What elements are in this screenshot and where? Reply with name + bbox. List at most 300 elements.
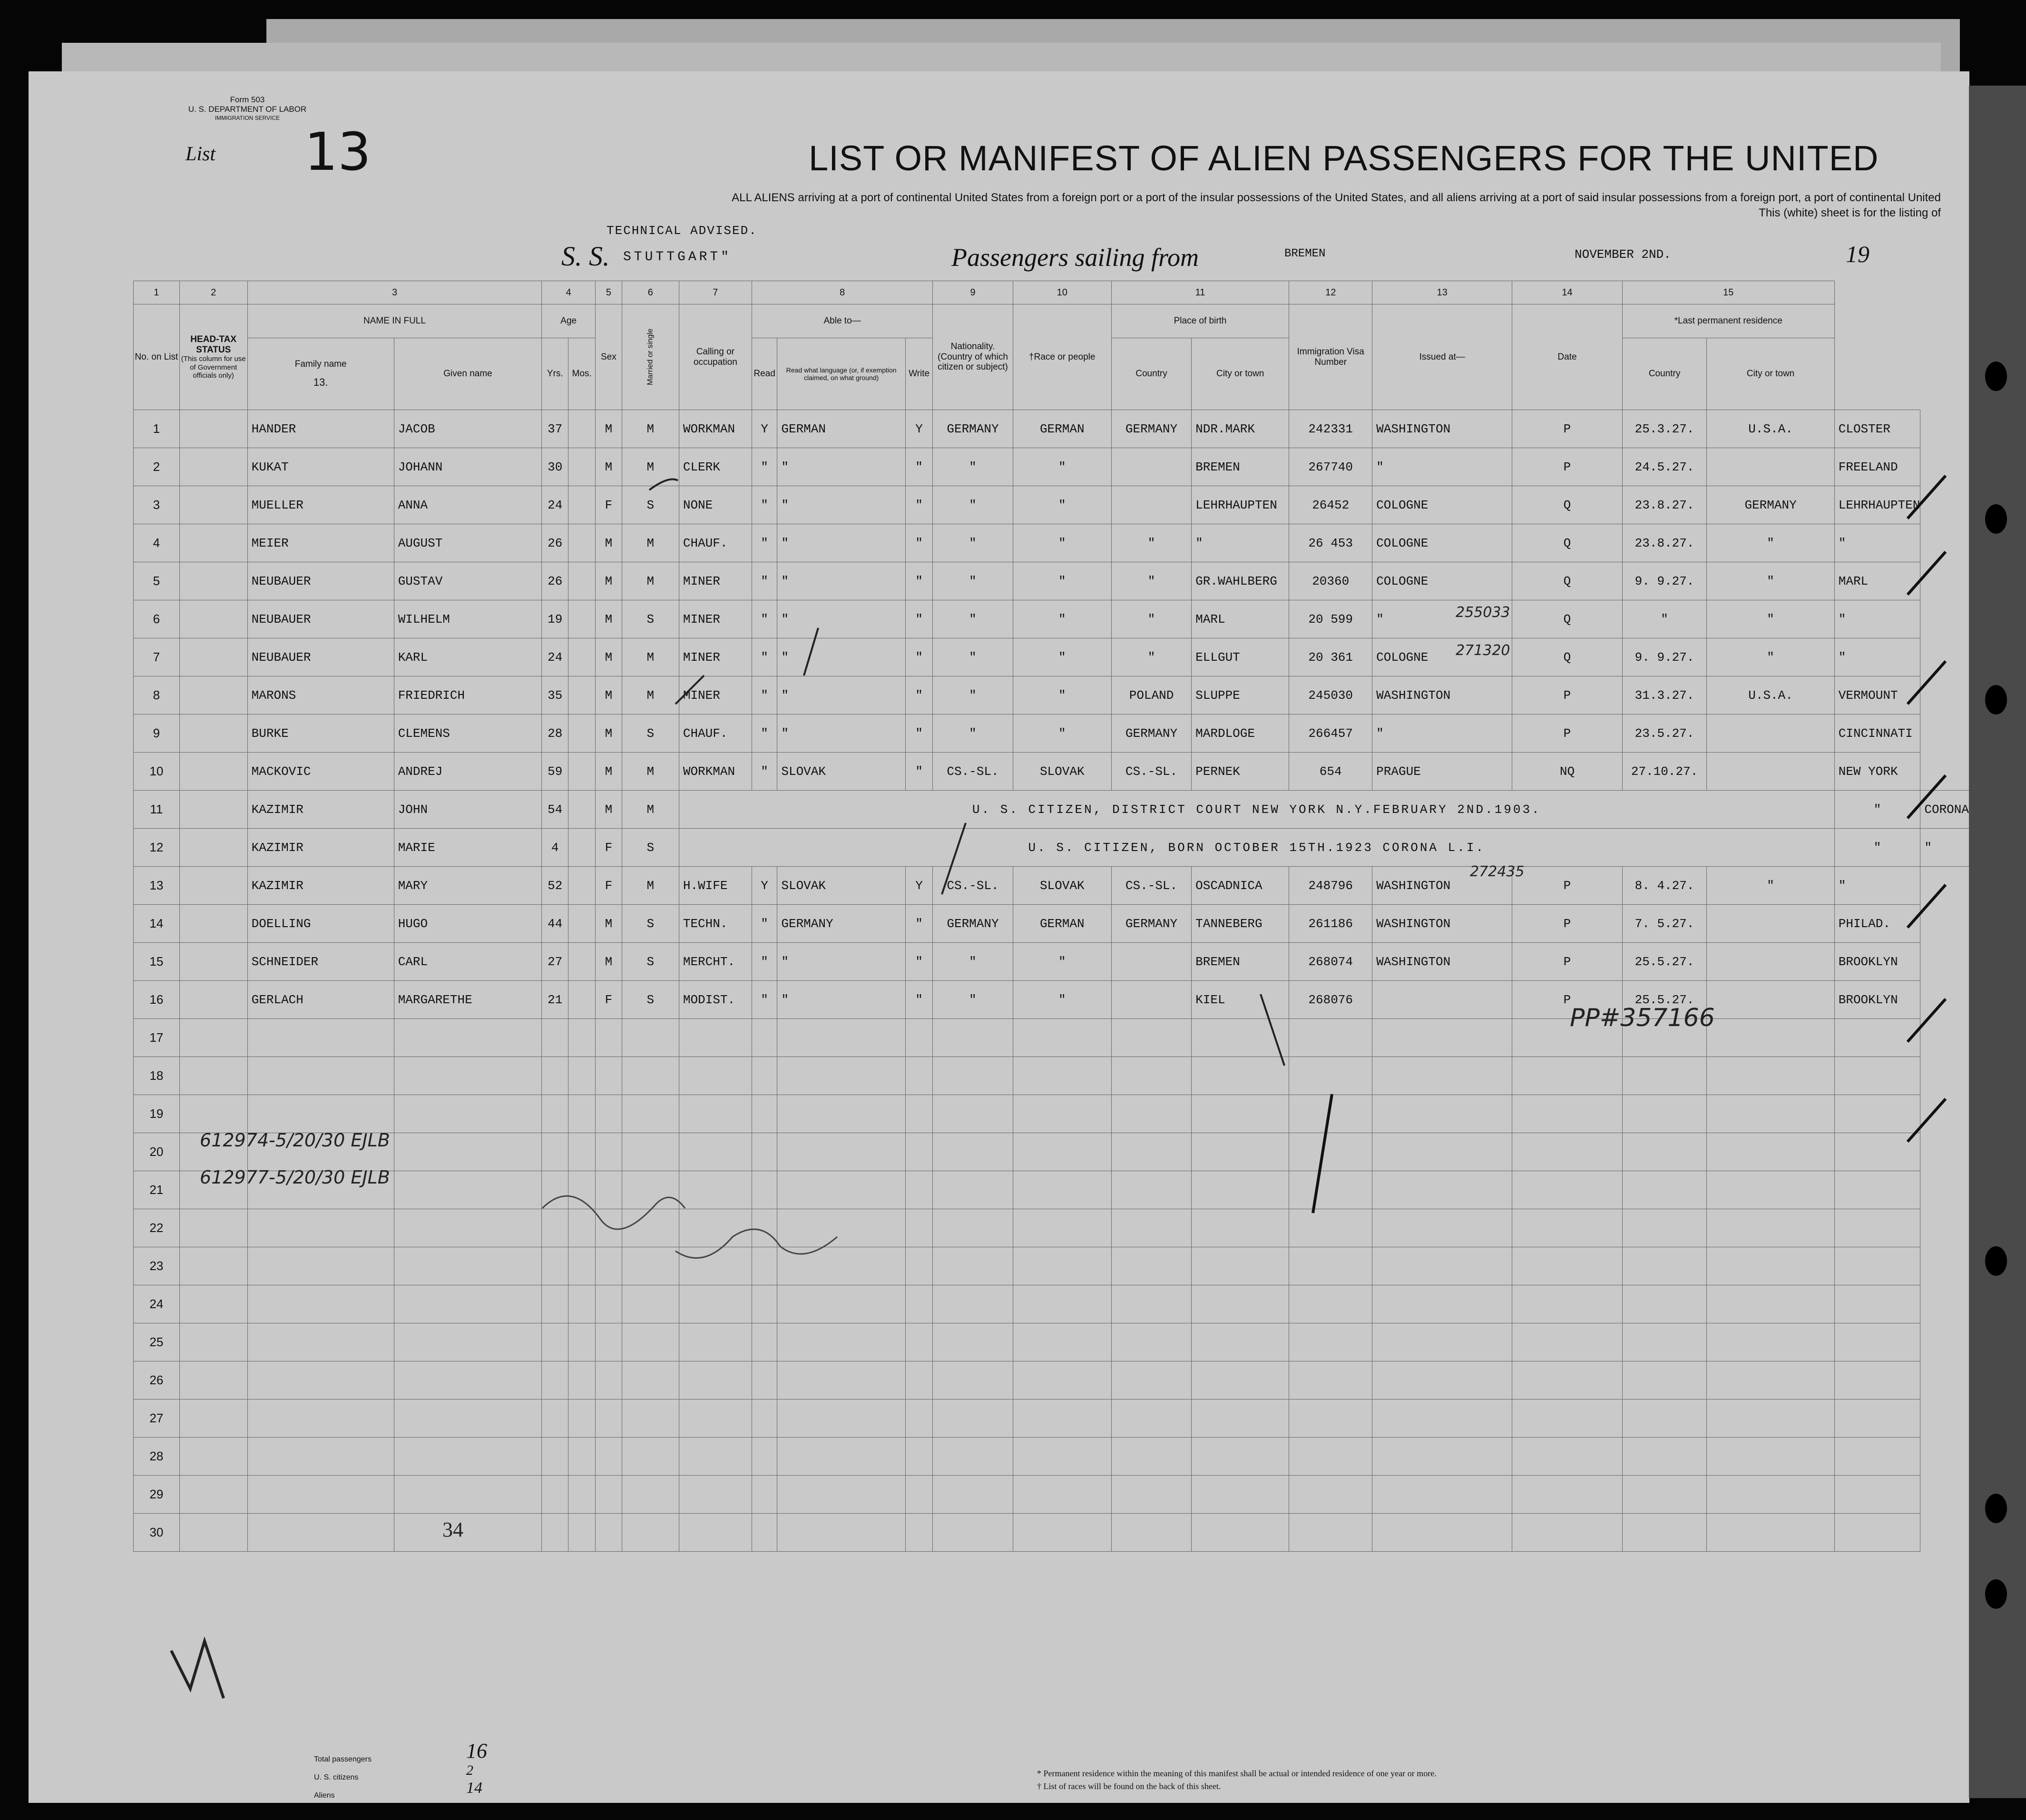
- cell-read: ": [752, 905, 777, 943]
- row-number: 16: [134, 981, 180, 1019]
- form-number: Form 503: [230, 95, 265, 104]
- row-number: 24: [134, 1285, 180, 1323]
- inspector-signature: [542, 1196, 685, 1229]
- cell-nat: GERMANY: [933, 905, 1013, 943]
- nationality-header: Nationality. (Country of which citizen or subject): [933, 304, 1013, 410]
- cell-date: 23.8.27.: [1622, 524, 1707, 562]
- row-number: 12: [134, 829, 180, 867]
- cell-bcity: SLUPPE: [1192, 676, 1289, 714]
- row-number: 19: [134, 1095, 180, 1133]
- handwritten-passport: PP#357166: [1570, 1004, 1715, 1032]
- cell-visa: 26452: [1289, 486, 1372, 524]
- cell-lang: SLOVAK: [777, 753, 905, 791]
- cell-visa: 20 599: [1289, 600, 1372, 638]
- row-number: 21: [134, 1171, 180, 1209]
- aliens: 14: [466, 1779, 482, 1797]
- cell-nat: ": [933, 524, 1013, 562]
- col-num: 10: [1013, 281, 1111, 304]
- cell-read: ": [752, 524, 777, 562]
- cell-rcity: CLOSTER: [1834, 410, 1920, 448]
- cell-write: ": [905, 562, 932, 600]
- footnote-1: * Permanent residence within the meaning of this manifest shall be actual or intended residence of one year or more.: [1037, 1769, 1437, 1778]
- cell-lang: ": [777, 676, 905, 714]
- cell-yrs: 24: [542, 638, 568, 676]
- cell-lang: ": [777, 943, 905, 981]
- cell-date: 31.3.27.: [1622, 676, 1707, 714]
- row-number: 7: [134, 638, 180, 676]
- cell-yrs: 54: [542, 791, 568, 829]
- col-num: 14: [1512, 281, 1623, 304]
- cell-date: 9. 9.27.: [1622, 638, 1707, 676]
- cell-ms: S: [622, 600, 679, 638]
- cell-race: ": [1013, 981, 1111, 1019]
- issued-header: Issued at—: [1372, 304, 1512, 410]
- birth-country-header: Country: [1111, 338, 1191, 410]
- punch-hole: [1985, 504, 2007, 534]
- cell-family: KAZIMIR: [247, 829, 394, 867]
- cell-write: ": [905, 600, 932, 638]
- cell-family: SCHNEIDER: [247, 943, 394, 981]
- col-num: 9: [933, 281, 1013, 304]
- cell-occ: MERCHT.: [679, 943, 752, 981]
- row-number: 22: [134, 1209, 180, 1247]
- cell-sex: M: [596, 562, 622, 600]
- cell-given: CARL: [394, 943, 542, 981]
- row-number: 8: [134, 676, 180, 714]
- cell-lang: GERMANY: [777, 905, 905, 943]
- able-to-header: Able to—: [752, 304, 933, 338]
- birth-city-header: City or town: [1192, 338, 1289, 410]
- cell-visa: 26 453: [1289, 524, 1372, 562]
- cell-bcity: BREMEN: [1192, 448, 1289, 486]
- cell-given: AUGUST: [394, 524, 542, 562]
- row-number: 26: [134, 1361, 180, 1399]
- cell-visa: 654: [1289, 753, 1372, 791]
- cell-bcity: NDR.MARK: [1192, 410, 1289, 448]
- col-num: 2: [179, 281, 247, 304]
- department: U. S. DEPARTMENT OF LABOR: [188, 105, 307, 114]
- cell-rcity: MARL: [1834, 562, 1920, 600]
- row-number: 9: [134, 714, 180, 753]
- cell-bcity: PERNEK: [1192, 753, 1289, 791]
- cell-given: GUSTAV: [394, 562, 542, 600]
- cell-family: MACKOVIC: [247, 753, 394, 791]
- cell-lang: ": [777, 562, 905, 600]
- cell-cls: P: [1512, 676, 1623, 714]
- punch-hole: [1985, 1494, 2007, 1523]
- subtitle-line-1: ALL ALIENS arriving at a port of continental United States from a foreign port or a port of the insular possessions of the United States, and all aliens arriving at a port of said insular possessions from a foreign port, a port of continental United: [732, 191, 1941, 204]
- cell-bcountry: ": [1111, 524, 1191, 562]
- cell-race: ": [1013, 486, 1111, 524]
- cell-family: GERLACH: [247, 981, 394, 1019]
- cell-date: 9. 9.27.: [1622, 562, 1707, 600]
- cell-occ: MODIST.: [679, 981, 752, 1019]
- handwritten-annotation-2: 612977-5/20/30 EJLB: [200, 1167, 390, 1188]
- cell-read: ": [752, 753, 777, 791]
- cell-sex: M: [596, 410, 622, 448]
- cell-race: GERMAN: [1013, 905, 1111, 943]
- cell-bcity: ELLGUT: [1192, 638, 1289, 676]
- age-header: Age: [542, 304, 596, 338]
- cell-sex: M: [596, 905, 622, 943]
- cell-rcountry: U.S.A.: [1707, 410, 1834, 448]
- yrs-header: Yrs.: [542, 338, 568, 410]
- handwritten-visa-1: 255033: [1456, 604, 1510, 621]
- cell-rcountry: ": [1707, 562, 1834, 600]
- cell-ms: M: [622, 562, 679, 600]
- cell-write: ": [905, 753, 932, 791]
- cell-issued: COLOGNE: [1372, 524, 1512, 562]
- cell-nat: CS.-SL.: [933, 753, 1013, 791]
- cell-sex: M: [596, 638, 622, 676]
- family-name-label: Family name: [294, 359, 347, 370]
- res-city-header: City or town: [1707, 338, 1834, 410]
- col-num: 11: [1111, 281, 1289, 304]
- col-num: 15: [1622, 281, 1834, 304]
- cell-given: CLEMENS: [394, 714, 542, 753]
- given-name-header: Given name: [394, 338, 542, 410]
- cell-cls: Q: [1512, 638, 1623, 676]
- cell-issued: WASHINGTON: [1372, 867, 1512, 905]
- handwritten-annotation-1: 612974-5/20/30 EJLB: [200, 1130, 390, 1151]
- cell-race: ": [1013, 600, 1111, 638]
- cell-yrs: 26: [542, 562, 568, 600]
- punch-hole: [1985, 362, 2007, 391]
- name-header: NAME IN FULL: [247, 304, 542, 338]
- read-lang-header: Read what language (or, if exemption claimed, on what ground): [777, 338, 905, 410]
- cell-ms: S: [622, 486, 679, 524]
- total-passengers-label: Total passengers: [314, 1755, 372, 1763]
- cell-given: MARY: [394, 867, 542, 905]
- citizen-note: U. S. CITIZEN, BORN OCTOBER 15TH.1923 CORONA L.I.: [679, 829, 1834, 867]
- service: IMMIGRATION SERVICE: [215, 114, 280, 121]
- cell-ms: S: [622, 829, 679, 867]
- cell-issued: WASHINGTON: [1372, 676, 1512, 714]
- date-header: Date: [1512, 304, 1623, 410]
- row-number: 5: [134, 562, 180, 600]
- cell-given: JACOB: [394, 410, 542, 448]
- cell-rcountry: ": [1707, 638, 1834, 676]
- cell-bcity: GR.WAHLBERG: [1192, 562, 1289, 600]
- aliens-label: Aliens: [314, 1791, 335, 1800]
- cell-visa: 242331: [1289, 410, 1372, 448]
- cell-race: ": [1013, 562, 1111, 600]
- total-passengers: 16: [466, 1739, 487, 1762]
- cell-write: ": [905, 981, 932, 1019]
- cell-date: 25.5.27.: [1622, 943, 1707, 981]
- cell-rcountry: ": [1707, 524, 1834, 562]
- cell-issued: PRAGUE: [1372, 753, 1512, 791]
- port-of-departure: BREMEN: [1284, 247, 1326, 260]
- row-number: 11: [134, 791, 180, 829]
- cell-issued: WASHINGTON: [1372, 905, 1512, 943]
- cell-write: Y: [905, 867, 932, 905]
- row-number: 20: [134, 1133, 180, 1171]
- row-number: 6: [134, 600, 180, 638]
- cell-sex: M: [596, 676, 622, 714]
- cell-rcountry: ": [1834, 791, 1920, 829]
- cell-issued: WASHINGTON: [1372, 943, 1512, 981]
- cell-date: 27.10.27.: [1622, 753, 1707, 791]
- handwriting-strokes: [29, 71, 1969, 1803]
- cell-nat: ": [933, 486, 1013, 524]
- cell-rcity: LEHRHAUPTEN: [1834, 486, 1920, 524]
- cell-cls: P: [1512, 448, 1623, 486]
- cell-sex: M: [596, 753, 622, 791]
- cell-yrs: 44: [542, 905, 568, 943]
- race-header: †Race or people: [1013, 304, 1111, 410]
- col-num: 5: [596, 281, 622, 304]
- cell-given: KARL: [394, 638, 542, 676]
- cell-occ: NONE: [679, 486, 752, 524]
- cell-race: SLOVAK: [1013, 867, 1111, 905]
- cell-ms: S: [622, 981, 679, 1019]
- cell-family: HANDER: [247, 410, 394, 448]
- cell-lang: ": [777, 714, 905, 753]
- cell-issued: COLOGNE: [1372, 638, 1512, 676]
- cell-yrs: 30: [542, 448, 568, 486]
- cell-bcountry: CS.-SL.: [1111, 867, 1191, 905]
- cell-bcity: KIEL: [1192, 981, 1289, 1019]
- cell-yrs: 28: [542, 714, 568, 753]
- cell-nat: GERMANY: [933, 410, 1013, 448]
- cell-yrs: 26: [542, 524, 568, 562]
- cell-sex: M: [596, 448, 622, 486]
- read-header: Read: [752, 338, 777, 410]
- cell-write: ": [905, 676, 932, 714]
- cell-issued: WASHINGTON: [1372, 410, 1512, 448]
- cell-issued: ": [1372, 714, 1512, 753]
- handwritten-visa-2: 271320: [1456, 642, 1510, 659]
- cell-bcity: MARDLOGE: [1192, 714, 1289, 753]
- cell-rcity: ": [1834, 600, 1920, 638]
- cell-nat: ": [933, 562, 1013, 600]
- cell-lang: ": [777, 638, 905, 676]
- cell-read: ": [752, 981, 777, 1019]
- write-header: Write: [905, 338, 932, 410]
- birth-header: Place of birth: [1111, 304, 1289, 338]
- cell-occ: MINER: [679, 600, 752, 638]
- cell-family: MARONS: [247, 676, 394, 714]
- cell-family: KUKAT: [247, 448, 394, 486]
- cell-ms: M: [622, 448, 679, 486]
- cell-yrs: 37: [542, 410, 568, 448]
- cell-family: MEIER: [247, 524, 394, 562]
- cell-family: NEUBAUER: [247, 600, 394, 638]
- res-country-header: Country: [1622, 338, 1707, 410]
- cell-sex: F: [596, 829, 622, 867]
- married-label: Married or single: [646, 328, 655, 386]
- cell-nat: ": [933, 600, 1013, 638]
- row-number: 13: [134, 867, 180, 905]
- cell-ms: S: [622, 714, 679, 753]
- cell-issued: COLOGNE: [1372, 562, 1512, 600]
- cell-visa: 245030: [1289, 676, 1372, 714]
- cell-cls: P: [1512, 981, 1623, 1019]
- cell-bcountry: POLAND: [1111, 676, 1191, 714]
- cell-ms: M: [622, 410, 679, 448]
- cell-sex: F: [596, 867, 622, 905]
- row-number: 10: [134, 753, 180, 791]
- cell-occ: MINER: [679, 638, 752, 676]
- cell-rcountry: U.S.A.: [1707, 676, 1834, 714]
- row-number: 18: [134, 1057, 180, 1095]
- cell-occ: WORKMAN: [679, 410, 752, 448]
- cell-ms: M: [622, 753, 679, 791]
- page-number: 34: [442, 1518, 463, 1541]
- head-tax-title: HEAD-TAX STATUS: [190, 334, 237, 355]
- col-num: 7: [679, 281, 752, 304]
- cell-visa: 20360: [1289, 562, 1372, 600]
- cell-yrs: 27: [542, 943, 568, 981]
- cell-read: ": [752, 600, 777, 638]
- cell-race: ": [1013, 676, 1111, 714]
- cell-nat: ": [933, 714, 1013, 753]
- cell-bcity: MARL: [1192, 600, 1289, 638]
- check-mark: [649, 479, 678, 490]
- cell-yrs: 21: [542, 981, 568, 1019]
- head-tax-note: (This column for use of Government officials only): [181, 355, 246, 380]
- cell-cls: Q: [1512, 524, 1623, 562]
- cell-race: ": [1013, 943, 1111, 981]
- row-number: 15: [134, 943, 180, 981]
- row-number: 27: [134, 1399, 180, 1438]
- sailing-date: NOVEMBER 2ND.: [1575, 247, 1671, 262]
- cell-given: JOHN: [394, 791, 542, 829]
- ss-label: S. S.: [561, 241, 610, 272]
- cell-bcountry: GERMANY: [1111, 905, 1191, 943]
- cell-date: 25.3.27.: [1622, 410, 1707, 448]
- cell-occ: H.WIFE: [679, 867, 752, 905]
- binding-strip: [1969, 86, 2026, 1798]
- cell-lang: ": [777, 981, 905, 1019]
- cell-cls: P: [1512, 714, 1623, 753]
- cell-write: ": [905, 448, 932, 486]
- citizen-note: U. S. CITIZEN, DISTRICT COURT NEW YORK N.Y.FEBRUARY 2ND.1903.: [679, 791, 1834, 829]
- row-number: 1: [134, 410, 180, 448]
- cell-race: ": [1013, 638, 1111, 676]
- subtitle-line-2: This (white) sheet is for the listing of: [1759, 206, 1941, 220]
- cell-rcountry: ": [1707, 867, 1834, 905]
- cell-rcity: ": [1834, 867, 1920, 905]
- cell-date: 25.5.27.: [1622, 981, 1707, 1019]
- residence-slashes: [1908, 476, 1946, 1142]
- punch-hole: [1985, 1246, 2007, 1276]
- check-mark: [675, 675, 704, 704]
- cell-nat: ": [933, 676, 1013, 714]
- cell-occ: CHAUF.: [679, 524, 752, 562]
- cell-bcity: LEHRHAUPTEN: [1192, 486, 1289, 524]
- cell-date: 23.8.27.: [1622, 486, 1707, 524]
- cell-date: 23.5.27.: [1622, 714, 1707, 753]
- cell-lang: SLOVAK: [777, 867, 905, 905]
- cell-cls: Q: [1512, 486, 1623, 524]
- cell-given: JOHANN: [394, 448, 542, 486]
- cell-write: ": [905, 638, 932, 676]
- cell-given: FRIEDRICH: [394, 676, 542, 714]
- cell-bcity: TANNEBERG: [1192, 905, 1289, 943]
- cell-family: MUELLER: [247, 486, 394, 524]
- cell-visa: 268074: [1289, 943, 1372, 981]
- cell-lang: ": [777, 448, 905, 486]
- cell-occ: CLERK: [679, 448, 752, 486]
- row-number: 17: [134, 1019, 180, 1057]
- cell-nat: ": [933, 981, 1013, 1019]
- cell-read: ": [752, 448, 777, 486]
- cell-yrs: 52: [542, 867, 568, 905]
- cell-family: KAZIMIR: [247, 791, 394, 829]
- col-num: 8: [752, 281, 933, 304]
- cell-family: BURKE: [247, 714, 394, 753]
- cell-rcity: ": [1834, 638, 1920, 676]
- row-number: 29: [134, 1476, 180, 1514]
- cell-family: DOELLING: [247, 905, 394, 943]
- cell-read: ": [752, 638, 777, 676]
- cell-rcity: BROOKLYN: [1834, 981, 1920, 1019]
- cell-cls: P: [1512, 410, 1623, 448]
- cell-yrs: 59: [542, 753, 568, 791]
- cell-bcountry: ": [1111, 600, 1191, 638]
- visa-header: Immigration Visa Number: [1289, 304, 1372, 410]
- page-title: LIST OR MANIFEST OF ALIEN PASSENGERS FOR THE UNITED: [809, 138, 1879, 178]
- cell-issued: COLOGNE: [1372, 486, 1512, 524]
- col-num: 12: [1289, 281, 1372, 304]
- cell-race: ": [1013, 714, 1111, 753]
- cell-cls: P: [1512, 943, 1623, 981]
- cell-occ: MINER: [679, 562, 752, 600]
- cell-write: Y: [905, 410, 932, 448]
- row-number: 30: [134, 1514, 180, 1552]
- cell-occ: TECHN.: [679, 905, 752, 943]
- cell-rcity: BROOKLYN: [1834, 943, 1920, 981]
- col-num: 3: [247, 281, 542, 304]
- cell-bcountry: CS.-SL.: [1111, 753, 1191, 791]
- row-number: 4: [134, 524, 180, 562]
- cell-sex: M: [596, 791, 622, 829]
- cell-sex: M: [596, 524, 622, 562]
- cell-given: ANDREJ: [394, 753, 542, 791]
- cell-write: ": [905, 714, 932, 753]
- cell-given: MARGARETHE: [394, 981, 542, 1019]
- cell-lang: ": [777, 600, 905, 638]
- cell-read: Y: [752, 867, 777, 905]
- cell-nat: ": [933, 638, 1013, 676]
- cell-ms: S: [622, 905, 679, 943]
- row-number: 2: [134, 448, 180, 486]
- cell-ms: M: [622, 676, 679, 714]
- long-stroke: [1313, 1094, 1332, 1213]
- no-on-list-header: No. on List: [134, 304, 180, 410]
- check-mark: [942, 823, 966, 894]
- cell-race: ": [1013, 448, 1111, 486]
- cell-race: GERMAN: [1013, 410, 1111, 448]
- row-number: 28: [134, 1438, 180, 1476]
- cell-nat: CS.-SL.: [933, 867, 1013, 905]
- cell-ms: M: [622, 791, 679, 829]
- list-number: 13: [304, 121, 371, 182]
- list-label: List: [186, 143, 216, 165]
- corner-mark: [171, 1641, 224, 1698]
- family-name-sub: 13.: [313, 376, 328, 389]
- cell-nat: ": [933, 448, 1013, 486]
- cell-occ: WORKMAN: [679, 753, 752, 791]
- cell-ms: S: [622, 943, 679, 981]
- cell-write: ": [905, 486, 932, 524]
- handwritten-visa-9: 272435: [1470, 863, 1525, 880]
- cell-cls: NQ: [1512, 753, 1623, 791]
- sex-header: Sex: [596, 304, 622, 410]
- cell-given: WILHELM: [394, 600, 542, 638]
